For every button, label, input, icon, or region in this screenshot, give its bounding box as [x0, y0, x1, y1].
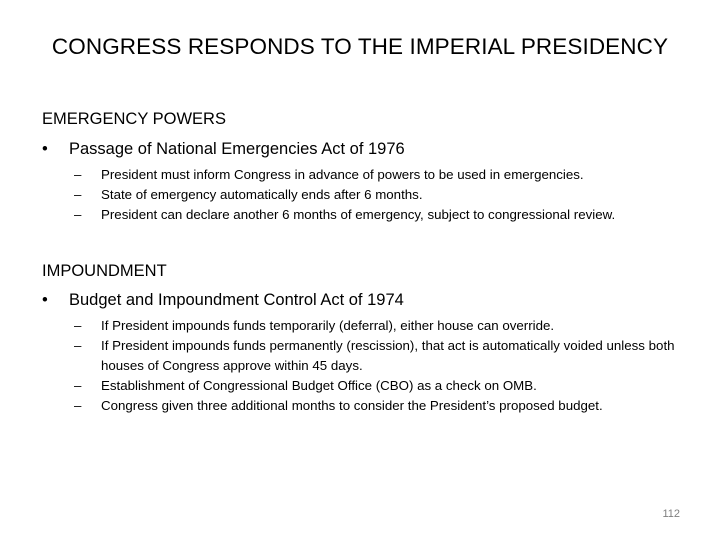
- bullet-glyph: •: [42, 291, 48, 309]
- bullet-text: Passage of National Emergencies Act of 1976: [69, 140, 405, 158]
- bullet-budget-impoundment-act: [42, 291, 404, 310]
- list-item: [74, 316, 694, 336]
- section-heading-impoundment: IMPOUNDMENT: [42, 262, 167, 280]
- page-number: 112: [662, 508, 680, 520]
- list-item: [74, 376, 694, 396]
- bullet-text: Budget and Impoundment Control Act of 1974: [69, 291, 404, 309]
- list-item-text: Congress given three additional months to consider the President’s proposed budget.: [101, 398, 603, 413]
- list-item: [74, 336, 694, 376]
- list-item: [74, 165, 694, 185]
- list-item-text: President must inform Congress in advance of powers to be used in emergencies.: [101, 167, 584, 182]
- list-item: [74, 205, 694, 225]
- dash-glyph: –: [74, 378, 82, 393]
- list-item: [74, 396, 694, 416]
- list-item-text: State of emergency automatically ends after 6 months.: [101, 187, 423, 202]
- dash-glyph: –: [74, 398, 82, 413]
- section-heading-emergency-powers: EMERGENCY POWERS: [42, 110, 226, 128]
- list-item-text: If President impounds funds permanently (rescission), that act is automatically voided unless both houses of Congress approve within 45 days.: [101, 338, 675, 373]
- dash-glyph: –: [74, 338, 82, 353]
- dash-glyph: –: [74, 207, 82, 222]
- dash-glyph: –: [74, 318, 82, 333]
- impoundment-list: [74, 316, 694, 416]
- list-item: [74, 185, 694, 205]
- list-item-text: If President impounds funds temporarily (deferral), either house can override.: [101, 318, 555, 333]
- list-item-text: President can declare another 6 months of emergency, subject to congressional review.: [101, 207, 616, 222]
- emergency-powers-list: [74, 165, 694, 225]
- slide-title: CONGRESS RESPONDS TO THE IMPERIAL PRESIDENCY: [51, 34, 669, 59]
- bullet-national-emergencies-act: [42, 140, 405, 159]
- dash-glyph: –: [74, 187, 82, 202]
- dash-glyph: –: [74, 167, 82, 182]
- bullet-glyph: •: [42, 140, 48, 158]
- list-item-text: Establishment of Congressional Budget Office (CBO) as a check on OMB.: [101, 378, 537, 393]
